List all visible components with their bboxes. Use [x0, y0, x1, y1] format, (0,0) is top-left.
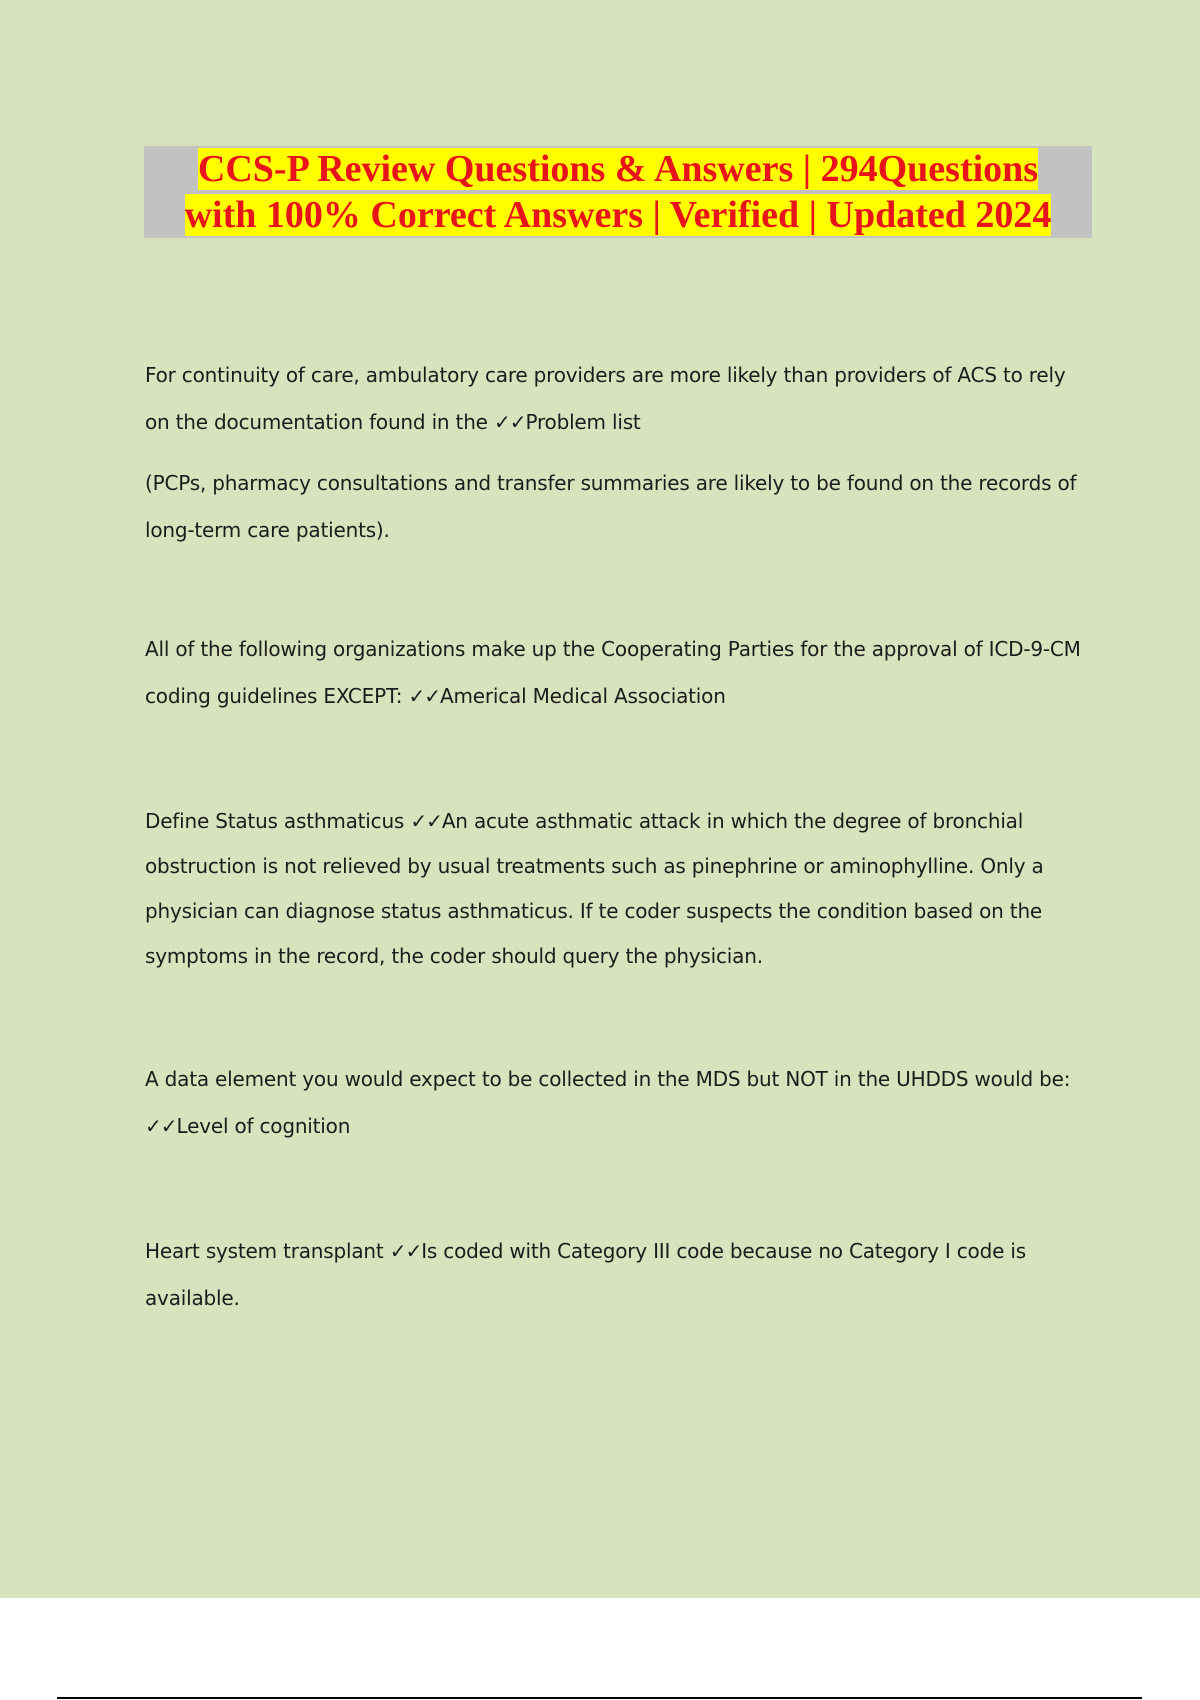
qa-question-text — [145, 1228, 1090, 1322]
answer: Problem list — [525, 410, 641, 434]
title-line-1: CCS-P Review Questions & Answers | 294Questions — [197, 148, 1039, 190]
check-mark-icon: ✓✓ — [493, 410, 526, 434]
answer: An acute asthmatic attack in which the degree of bronchial obstruction is not relieved by usual treatments such as pinephrine or aminophylline. Only a physician can diagnose status asthmaticus. If te coder suspects the condition based on the symptoms in the record, the coder should query the physician. — [145, 809, 1044, 968]
qa-item-1-note — [145, 460, 1090, 554]
question: Define Status asthmaticus — [145, 809, 411, 833]
answer: Level of cognition — [176, 1114, 351, 1138]
qa-item-3 — [145, 799, 1090, 979]
qa-item-2 — [145, 626, 1090, 720]
answer: Americal Medical Association — [440, 684, 726, 708]
qa-question-text — [145, 352, 1090, 446]
qa-item-4 — [145, 1056, 1090, 1150]
qa-question-text — [145, 1056, 1090, 1150]
footer-rule — [57, 1697, 1142, 1699]
answer: Is coded with Category III code because no Category I code is available. — [145, 1239, 1026, 1310]
check-mark-icon: ✓✓ — [410, 809, 442, 833]
check-mark-icon: ✓✓ — [145, 1114, 177, 1138]
qa-item-1 — [145, 352, 1090, 446]
question: For continuity of care, ambulatory care providers are more likely than providers of ACS to rely on the documentation found in the — [145, 363, 1066, 434]
question: A data element you would expect to be collected in the MDS but NOT in the UHDDS would be: — [145, 1067, 1071, 1091]
qa-question-text — [145, 799, 1090, 979]
document-title — [144, 146, 1092, 238]
qa-question-text — [145, 626, 1090, 720]
qa-item-5 — [145, 1228, 1090, 1322]
check-mark-icon: ✓✓ — [408, 684, 440, 708]
title-line-2: with 100% Correct Answers | Verified | Updated 2024 — [184, 194, 1052, 236]
note-text: (PCPs, pharmacy consultations and transfer summaries are likely to be found on the records of long-term care patients). — [145, 471, 1077, 542]
question: All of the following organizations make up the Cooperating Parties for the approval of ICD-9-CM coding guidelines EXCEPT: — [145, 637, 1081, 708]
question: Heart system transplant — [145, 1239, 390, 1263]
check-mark-icon: ✓✓ — [389, 1239, 422, 1263]
